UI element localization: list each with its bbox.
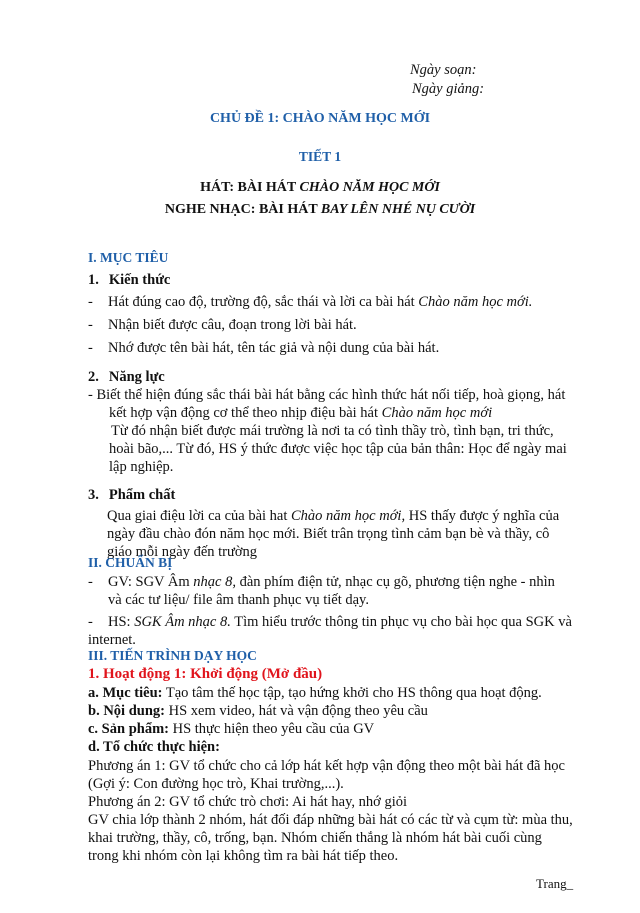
section-tien-trinh: III. TIẾN TRÌNH DẠY HỌC [88, 648, 257, 663]
hoat-dong-1: 1. Hoạt động 1: Khởi động (Mở đầu) [88, 666, 323, 682]
nang-luc-title: Năng lực [108, 369, 165, 385]
item-text: Hát đúng cao độ, trường độ, sắc thái và lời ca bài hát [108, 294, 419, 310]
gv-text: đàn phím điện tử, nhạc cụ gõ, phương tiện nghe - nhìn [235, 574, 555, 590]
chuan-bi-gv-line2: và các tư liệu/ file âm thanh phục vụ tiết dạy. [108, 592, 369, 608]
kien-thuc-item [88, 340, 93, 357]
kien-thuc-item-text [108, 294, 532, 311]
noi-dung-label: b. Nội dung: [88, 703, 165, 719]
phuong-an-1-line2: (Gợi ý: Con đường học trò, Khai trường,...). [88, 776, 344, 792]
chuan-bi-hs [108, 614, 572, 631]
muc-tieu-label: a. Mục tiêu: [88, 685, 163, 701]
san-pham-label: c. Sản phẩm: [88, 721, 169, 737]
bullet-dash: - [88, 340, 93, 356]
nang-luc-line: Từ đó nhận biết được mái trường là nơi ta có tình thầy trò, tình bạn, tri thức, [111, 423, 554, 439]
phuong-an-2-line2: GV chia lớp thành 2 nhóm, hát đối đáp những bài hát có các từ và cụm từ: mùa thu, [88, 812, 573, 828]
phuong-an-1: Phương án 1: GV tổ chức cho cả lớp hát kết hợp vận động theo một bài hát đã học [88, 758, 565, 774]
ngay-soan: Ngày soạn: [410, 62, 477, 78]
noi-dung-line [88, 703, 428, 720]
gv-text: GV: SGV Âm [108, 574, 194, 590]
bullet-dash: - [88, 294, 93, 310]
section-muc-tieu: I. MỤC TIÊU [88, 250, 169, 265]
hs-ital: SGK Âm nhạc 8. [134, 614, 231, 630]
san-pham-text: HS thực hiện theo yêu cầu của GV [168, 721, 375, 737]
hat-prefix: HÁT: BÀI HÁT [200, 180, 300, 195]
phuong-an-2-line4: trong khi nhóm còn lại không tìm ra bài hát tiếp theo. [88, 848, 399, 864]
to-chuc-label: d. Tổ chức thực hiện: [88, 739, 220, 755]
chu-de-title: CHỦ ĐỀ 1: CHÀO NĂM HỌC MỚI [209, 111, 431, 126]
nang-luc-heading [88, 369, 165, 386]
nghe-title [0, 202, 640, 218]
muc-tieu-line [88, 685, 542, 702]
kien-thuc-item [88, 294, 93, 311]
phuong-an-2-line3: khai trường, thầy, cô, trống, bạn. Nhóm chiến thắng là nhóm hát bài cuối cùng [88, 830, 542, 846]
pham-chat-title: Phẩm chất [108, 487, 176, 503]
nang-luc-text: kết hợp vận động cơ thể theo nhịp điệu bài hát [109, 405, 382, 421]
noi-dung-text: HS xem video, hát và vận động theo yêu cầu [164, 703, 428, 719]
pham-chat-line [107, 508, 559, 525]
phuong-an-2: Phương án 2: GV tổ chức trò chơi: Ai hát hay, nhớ giỏi [88, 794, 408, 810]
ngay-giang: Ngày giảng: [412, 81, 485, 97]
bullet-dash: - [88, 574, 93, 590]
chuan-bi-gv [108, 574, 555, 591]
pham-chat-text: Qua giai điệu lời ca của bài hat [107, 508, 292, 524]
pham-chat-num: 3. [88, 487, 99, 503]
gv-ital: nhạc 8, [193, 574, 236, 590]
bullet-dash: - [88, 614, 93, 630]
nghe-prefix: NGHE NHẠC: BÀI HÁT [164, 202, 321, 217]
muc-tieu-text: Tạo tâm thế học tập, tạo hứng khởi cho HS thông qua hoạt động. [162, 685, 542, 701]
chuan-bi-hs-line2: internet. [88, 632, 136, 648]
page-footer: Trang_ [536, 876, 574, 891]
nang-luc-line: - Biết thể hiện đúng sắc thái bài hát bằng các hình thức hát nối tiếp, hoà giọng, hát [88, 387, 566, 403]
kien-thuc-item-text: Nhận biết được câu, đoạn trong lời bài hát. [108, 317, 357, 333]
pham-chat-heading [88, 487, 175, 504]
tiet-title: TIẾT 1 [298, 149, 342, 164]
kien-thuc-title: Kiến thức [108, 272, 171, 288]
hs-text: Tìm hiểu trước thông tin phục vụ cho bài học qua SGK và [230, 614, 572, 630]
pham-chat-song: Chào năm học mới, [291, 508, 406, 524]
item-song: Chào năm học mới. [418, 294, 533, 310]
kien-thuc-num: 1. [88, 272, 99, 288]
pham-chat-text: HS thấy được ý nghĩa của [405, 508, 560, 524]
nang-luc-line [109, 405, 492, 422]
kien-thuc-heading [88, 272, 170, 289]
hat-title [0, 180, 640, 196]
nang-luc-num: 2. [88, 369, 99, 385]
nang-luc-song: Chào năm học mới [381, 405, 493, 421]
hs-text: HS: [108, 614, 135, 630]
nghe-song: BAY LÊN NHÉ NỤ CƯỜI [320, 202, 476, 217]
pham-chat-line: giáo mỗi ngày đến trường [107, 544, 258, 560]
nang-luc-line: lập nghiệp. [109, 459, 174, 475]
pham-chat-line: ngày đầu chào đón năm học mới. Biết trân trọng tình cảm bạn bè và thầy, cô [107, 526, 550, 542]
san-pham-line [88, 721, 374, 738]
kien-thuc-item [88, 317, 93, 334]
nang-luc-line: hoài bão,... Từ đó, HS ý thức được việc học tập của bản thân: Học để ngày mai [109, 441, 567, 457]
kien-thuc-item-text: Nhớ được tên bài hát, tên tác giả và nội dung của bài hát. [108, 340, 440, 356]
bullet-dash: - [88, 317, 93, 333]
hat-song: CHÀO NĂM HỌC MỚI [299, 180, 440, 195]
section-chuan-bi: II. CHUẨN BỊ [88, 555, 173, 570]
